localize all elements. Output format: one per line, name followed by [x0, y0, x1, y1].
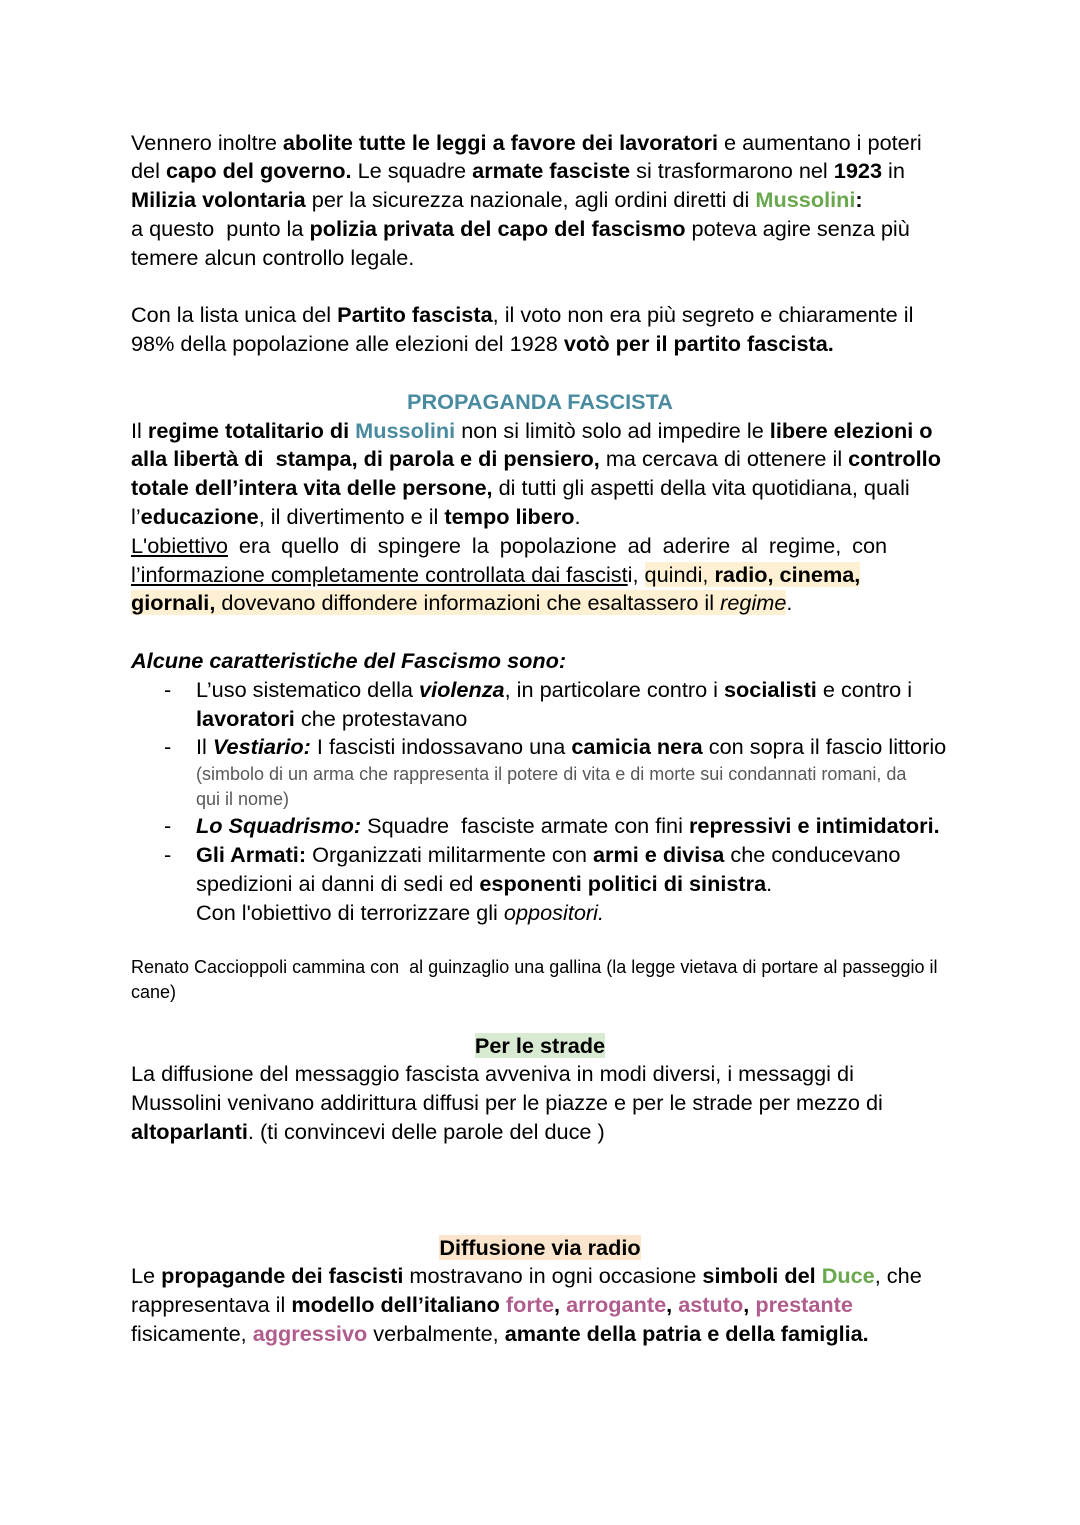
bold-text-run: Partito fascista — [337, 302, 493, 328]
text-run: mostravano in ogni occasione — [403, 1263, 703, 1289]
heading-line — [0, 1234, 1080, 1263]
text-run: Il — [131, 417, 148, 443]
bullet-dash: - — [164, 841, 172, 867]
bold-text-run: alla libertà di stampa, di parola e di pensiero, — [131, 446, 600, 472]
side-note-caccioppoli — [131, 955, 937, 1005]
text-line — [131, 1089, 883, 1118]
text-line — [131, 1118, 883, 1147]
text-run: , che — [874, 1263, 922, 1289]
text-run: Le — [131, 1263, 162, 1289]
bold-text-run: 1923 — [833, 158, 883, 184]
section-heading-propaganda — [0, 388, 1080, 417]
text-run: del — [131, 158, 166, 184]
text-run: Mussolini venivano addirittura diffusi per le piazze e per le strade per mezzo di — [131, 1090, 883, 1116]
list-item — [131, 733, 946, 812]
text-line — [196, 733, 946, 762]
text-run: che conducevano — [724, 841, 901, 867]
text-run: I fascisti indossavano una — [310, 734, 572, 760]
text-line — [196, 870, 946, 899]
bold-text-run: amante della patria e della famiglia. — [504, 1320, 869, 1346]
text-run: spedizioni ai danni di sedi ed — [196, 870, 480, 896]
bold-text-run: camicia nera — [571, 734, 703, 760]
text-run: Il — [196, 734, 213, 760]
bold-text-run: simboli del — [702, 1263, 822, 1289]
heading-text: Alcune caratteristiche del Fascismo sono: — [131, 648, 567, 673]
text-line — [131, 532, 941, 561]
text-run: La diffusione del messaggio fascista avveniva in modi diversi, i messaggi di — [131, 1061, 854, 1087]
text-line — [131, 244, 922, 273]
paragraph-strade — [131, 1060, 883, 1146]
text-line — [131, 186, 922, 215]
text-line — [131, 503, 941, 532]
paragraph-lista-unica — [131, 301, 913, 359]
paragraph-propaganda — [131, 417, 941, 619]
text-run: l’ — [131, 503, 141, 529]
text-line — [196, 812, 946, 841]
text-line — [196, 841, 946, 870]
text-line — [131, 129, 922, 158]
bold-text-run: votò per il partito fascista. — [563, 331, 834, 357]
text-run: Le squadre — [351, 158, 473, 184]
comma-separator: , — [554, 1292, 567, 1318]
text-run: 98% della popolazione alle elezioni del 1928 — [131, 331, 564, 357]
text-run: i, — [627, 561, 645, 587]
bold-text-run: propagande dei fascisti — [161, 1263, 404, 1289]
bold-text-run: modello dell’italiano — [291, 1292, 506, 1318]
text-line — [196, 705, 946, 734]
bold-text-run: repressivi e intimidatori. — [688, 813, 940, 839]
subheading-caratteristiche — [131, 647, 566, 676]
highlighted-name-mussolini: Mussolini — [355, 417, 456, 443]
adjective-arrogante: arrogante — [566, 1292, 667, 1318]
text-run: in — [882, 158, 905, 184]
note-line: cane) — [131, 981, 177, 1002]
bullet-dash: - — [164, 734, 172, 760]
text-line — [131, 445, 941, 474]
text-run: Con l'obiettivo di terrorizzare gli — [196, 899, 504, 925]
text-run: temere alcun controllo legale. — [131, 244, 415, 270]
bold-text-run: : — [855, 187, 863, 213]
heading-line — [0, 1032, 1080, 1061]
underlined-text-run: l’informazione completamente controllata dai fascist — [131, 561, 628, 587]
text-line — [131, 215, 922, 244]
note-line: Renato Caccioppoli cammina con al guinzaglio una gallina (la legge vietava di portare al passeggio il — [131, 956, 938, 977]
comma-separator: , — [666, 1292, 679, 1318]
bold-text-run: socialisti — [724, 676, 817, 702]
highlighted-italic-text-run: regime — [720, 590, 787, 616]
text-run: L’uso sistematico della — [196, 676, 420, 702]
text-line — [131, 301, 913, 330]
bold-text-run: altoparlanti — [131, 1118, 248, 1144]
text-line — [131, 330, 913, 359]
section-heading-radio — [0, 1234, 1080, 1263]
bold-text-run: regime totalitario di — [147, 417, 356, 443]
bullet-dash: - — [164, 676, 172, 702]
text-run: che protestavano — [294, 705, 468, 731]
paragraph-leggi-milizia — [131, 129, 922, 273]
text-line — [131, 589, 941, 618]
highlighted-text-run: quindi, — [644, 561, 715, 587]
text-run: . — [766, 870, 773, 896]
highlighted-bold-text-run: radio, cinema, — [714, 561, 861, 587]
text-run: . — [786, 590, 793, 616]
text-run: si trasformarono nel — [630, 158, 834, 184]
highlighted-text-run: dovevano diffondere informazioni che esaltassero il — [215, 590, 721, 616]
text-line — [131, 1320, 922, 1349]
text-run: con sopra il fascio littorio — [702, 734, 947, 760]
highlighted-name-mussolini: Mussolini — [755, 187, 856, 213]
heading-text: PROPAGANDA FASCISTA — [407, 388, 673, 414]
text-run: poteva agire senza più — [685, 215, 910, 241]
text-run: Con la lista unica del — [131, 302, 338, 328]
list-item — [131, 676, 946, 734]
text-line — [131, 157, 922, 186]
adjective-forte: forte — [505, 1292, 555, 1318]
highlighted-bold-text-run: giornali, — [131, 590, 216, 616]
underlined-text-run: L'obiettivo — [131, 532, 228, 558]
list-item — [131, 841, 946, 927]
characteristics-list — [131, 676, 946, 928]
text-run: e contro i — [816, 676, 913, 702]
vestiario-note-line: qui il nome) — [196, 789, 290, 810]
text-run: rappresentava il — [131, 1292, 292, 1318]
text-line — [131, 561, 941, 590]
text-run: non si limitò solo ad impedire le — [455, 417, 770, 443]
text-run: , in particolare contro i — [504, 676, 724, 702]
bold-text-run: tempo libero — [444, 503, 575, 529]
text-run: per la sicurezza nazionale, agli ordini diretti di — [305, 187, 756, 213]
list-item — [131, 812, 946, 841]
vestiario-note-line: (simbolo di un arma che rappresenta il potere di vita e di morte sui condannati romani, da — [196, 764, 907, 785]
bullet-dash: - — [164, 813, 172, 839]
bold-italic-text-run: Vestiario: — [212, 734, 311, 760]
adjective-aggressivo: aggressivo — [252, 1320, 368, 1346]
comma-separator: , — [743, 1292, 756, 1318]
bold-text-run: capo del governo. — [165, 158, 352, 184]
text-line — [196, 899, 946, 928]
text-run: ma cercava di ottenere il — [599, 446, 849, 472]
paragraph-radio — [131, 1262, 922, 1348]
text-run: , il voto non era più segreto e chiaramente il — [492, 302, 914, 328]
bold-text-run: lavoratori — [196, 705, 295, 731]
bold-text-run: educazione — [140, 503, 259, 529]
text-run: , il divertimento e il — [258, 503, 445, 529]
text-line — [196, 676, 946, 705]
text-run: era quello di spingere la popolazione ad aderire al regime, con — [227, 532, 888, 558]
bold-text-run: armi e divisa — [592, 841, 725, 867]
text-run: . — [574, 503, 581, 529]
text-run: verbalmente, — [367, 1320, 505, 1346]
text-line — [131, 1291, 922, 1320]
bold-text-run: esponenti politici di sinistra — [479, 870, 767, 896]
bold-text-run: armate fasciste — [472, 158, 631, 184]
bold-text-run: libere elezioni o — [769, 417, 933, 443]
text-run: fisicamente, — [131, 1320, 253, 1346]
adjective-prestante: prestante — [755, 1292, 853, 1318]
bold-text-run: controllo — [848, 446, 941, 472]
text-run: Squadre fasciste armate con fini — [361, 813, 689, 839]
text-run: . (ti convincevi delle parole del duce ) — [247, 1118, 605, 1144]
bold-italic-text-run: Lo Squadrismo: — [196, 813, 362, 839]
heading-text: Diffusione via radio — [439, 1234, 641, 1260]
text-run: a questo punto la — [131, 215, 310, 241]
bold-text-run: Gli Armati: — [196, 841, 307, 867]
text-run: e aumentano i poteri — [718, 129, 922, 155]
italic-text-run: oppositori. — [503, 899, 604, 925]
section-heading-strade — [0, 1032, 1080, 1061]
text-run: di tutti gli aspetti della vita quotidiana, quali — [492, 475, 910, 501]
heading-text: Per le strade — [474, 1032, 606, 1058]
bold-text-run: polizia privata del capo del fascismo — [309, 215, 686, 241]
text-line — [131, 417, 941, 446]
bold-text-run: Milizia volontaria — [131, 187, 306, 213]
highlighted-name-duce: Duce — [821, 1263, 875, 1289]
bold-text-run: totale dell’intera vita delle persone, — [131, 475, 493, 501]
text-line — [131, 474, 941, 503]
text-line — [131, 1262, 922, 1291]
text-run: Organizzati militarmente con — [306, 841, 593, 867]
text-run: Vennero inoltre — [131, 129, 283, 155]
bold-italic-text-run: violenza — [419, 676, 505, 702]
text-line — [131, 1060, 883, 1089]
adjective-astuto: astuto — [678, 1292, 744, 1318]
bold-text-run: abolite tutte le leggi a favore dei lavoratori — [282, 129, 718, 155]
